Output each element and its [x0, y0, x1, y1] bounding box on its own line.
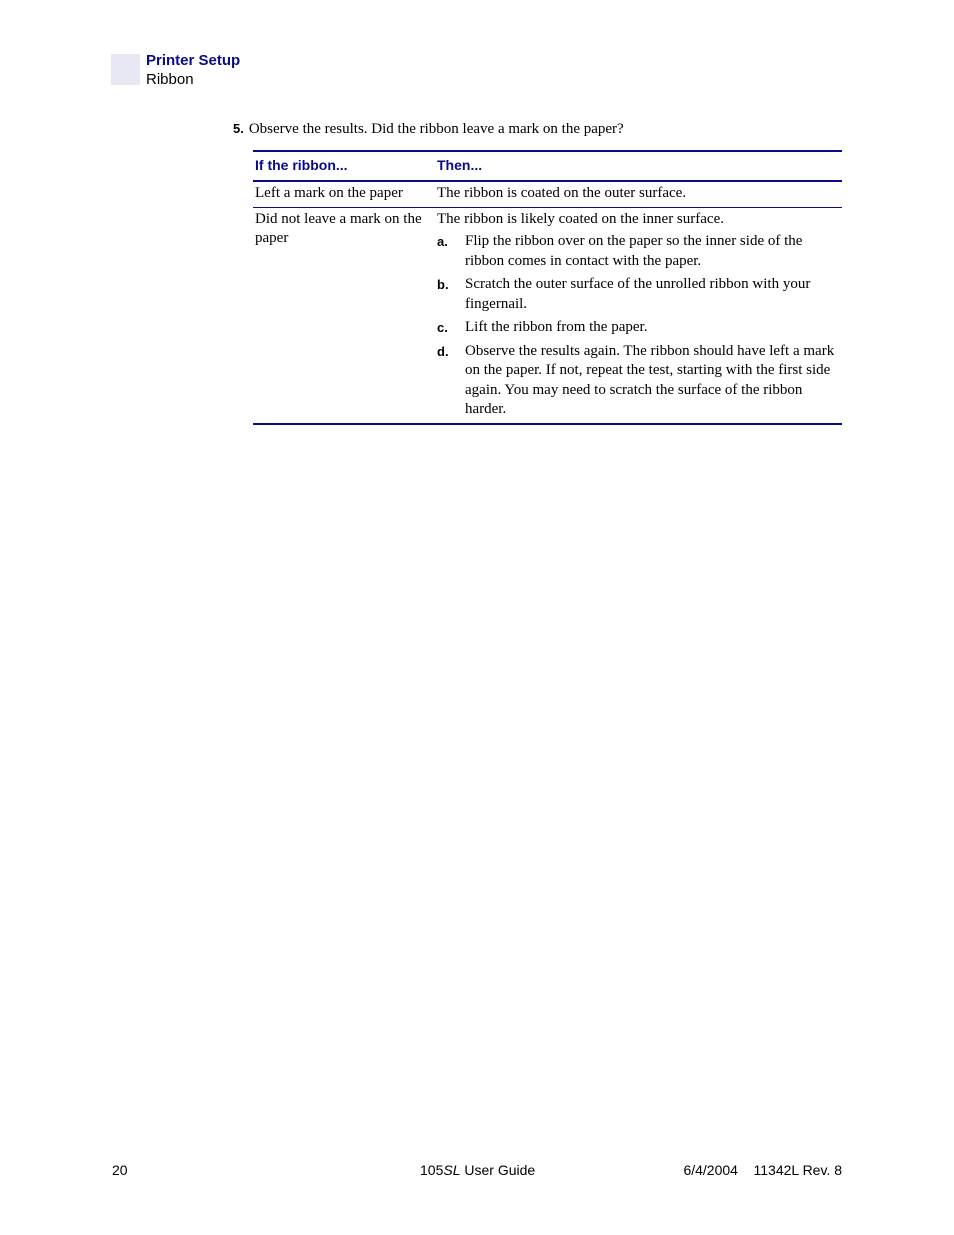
substep-letter: c. — [437, 320, 448, 335]
table-cell-if: Left a mark on the paper — [253, 181, 435, 207]
then-intro: The ribbon is likely coated on the inner surface. — [437, 210, 724, 227]
footer-guide-suffix: User Guide — [460, 1162, 536, 1178]
substep-text: Scratch the outer surface of the unrolled ribbon with your fingernail. — [465, 276, 811, 312]
table-cell-then: The ribbon is coated on the outer surface. — [435, 181, 842, 207]
step-5 — [233, 119, 624, 139]
step-text: Observe the results. Did the ribbon leave a mark on the paper? — [248, 121, 624, 137]
list-item — [437, 342, 840, 420]
footer-page-number: 20 — [112, 1162, 128, 1178]
table-header-row — [253, 151, 842, 181]
step-number: 5. — [233, 121, 244, 136]
table-cell-then — [435, 207, 842, 424]
table-row — [253, 181, 842, 207]
table-header-if: If the ribbon... — [253, 151, 435, 181]
table-header-then: Then... — [435, 151, 842, 181]
header-section-title: Printer Setup — [146, 52, 241, 69]
table-row — [253, 207, 842, 424]
footer-guide-model: SL — [443, 1162, 461, 1178]
substep-text: Observe the results again. The ribbon should have left a mark on the paper. If not, repeat the test, starting with the first side again. You may need to scratch the surface of the ribbon harder. — [465, 342, 835, 417]
footer-revision: 11342L Rev. 8 — [753, 1162, 842, 1178]
footer-guide-title — [420, 1161, 535, 1179]
list-item — [437, 232, 840, 271]
substep-text: Lift the ribbon from the paper. — [465, 319, 648, 335]
list-item — [437, 318, 840, 338]
substep-letter: d. — [437, 343, 449, 359]
footer-revision-info — [683, 1161, 842, 1179]
header-subsection-title: Ribbon — [146, 71, 194, 88]
list-item — [437, 275, 840, 314]
table-cell-if: Did not leave a mark on the paper — [253, 207, 435, 424]
substep-list — [437, 232, 840, 420]
footer-guide-prefix: 105 — [420, 1162, 444, 1178]
header-tab-marker — [111, 54, 140, 85]
substep-letter: b. — [437, 277, 449, 292]
decision-table — [253, 150, 842, 425]
footer-date: 6/4/2004 — [683, 1162, 738, 1178]
substep-letter: a. — [437, 234, 448, 249]
substep-text: Flip the ribbon over on the paper so the inner side of the ribbon comes in contact with the paper. — [465, 233, 803, 269]
